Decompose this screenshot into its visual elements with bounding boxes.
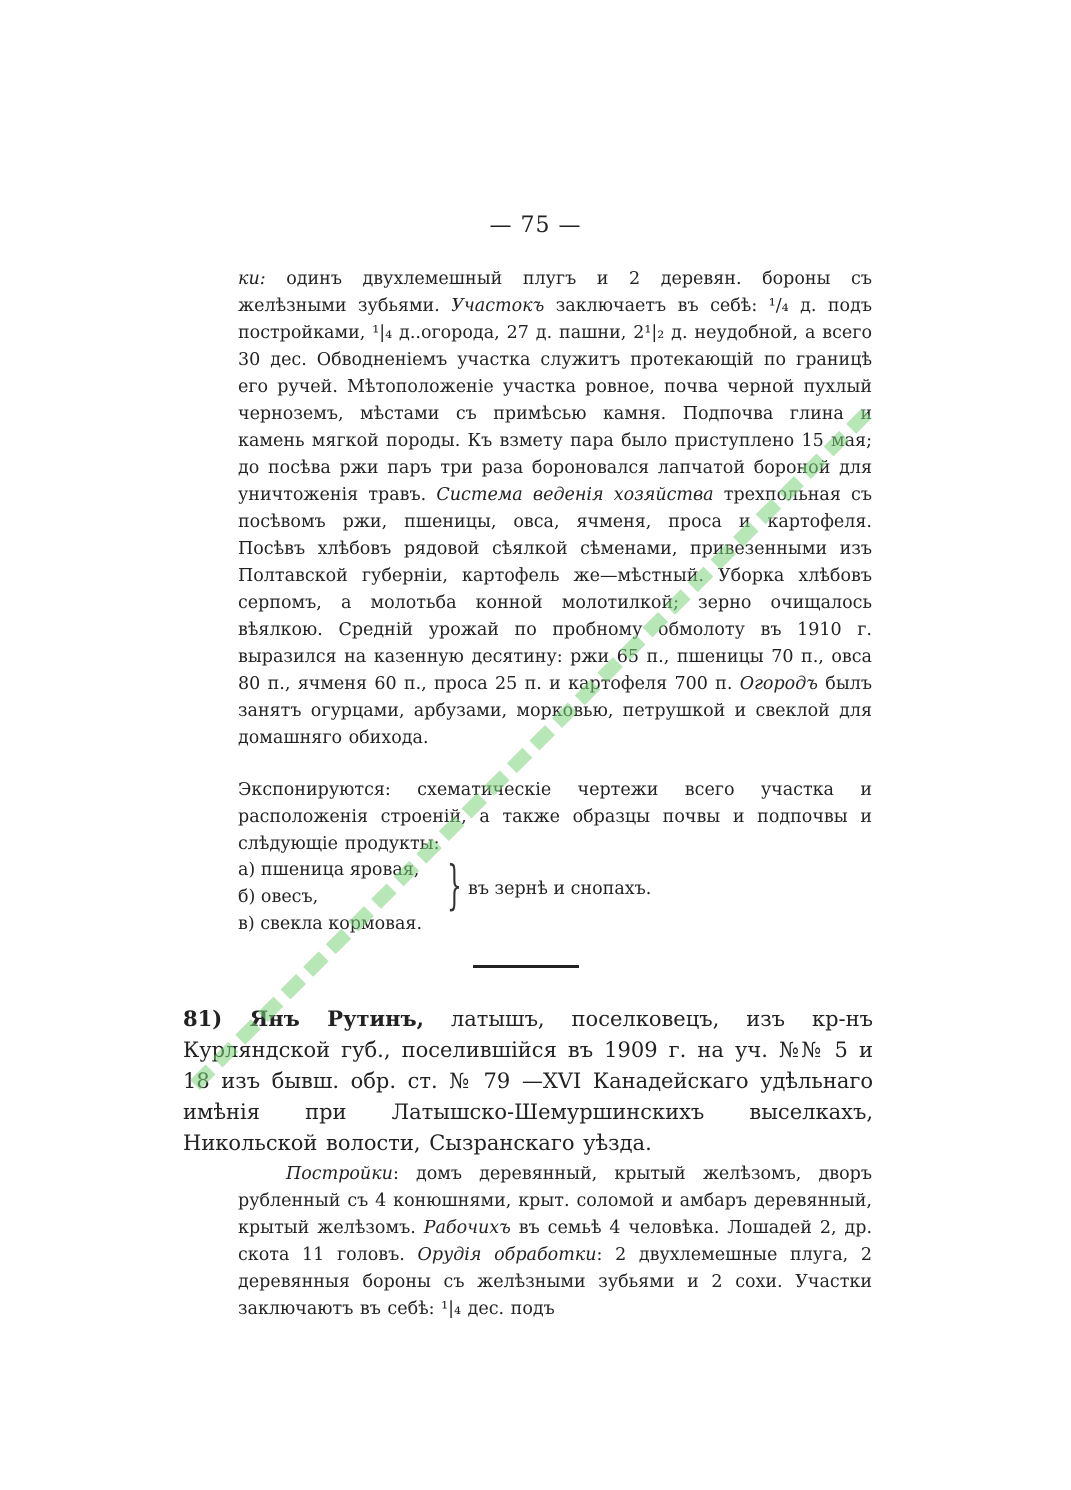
list-item: б) овесъ,	[238, 887, 319, 907]
para3-text-3: : 2 двухлемешные плуга, 2 деревянныя бороны съ желѣзными зубьями и 2 сохи. Участки заключаютъ въ себѣ: ¹|₄ дес. подъ	[238, 1245, 872, 1319]
curly-brace-icon: }	[447, 856, 462, 916]
list-item: в) свекла кормовая.	[238, 914, 423, 934]
italic-lead: ки:	[238, 269, 266, 289]
section-divider	[473, 965, 579, 968]
para1-text-4: былъ занятъ огурцами, арбузами, морковью, петрушкой и свеклой для домашняго обихода.	[238, 674, 873, 748]
italic-term-orudiya: Орудія обработки	[417, 1245, 597, 1265]
entry-heading-text: латышъ, поселковецъ, изъ кр-нъ Курляндской губ., поселившійся въ 1909 г. на уч. №№ 5 и 18 изъ бывш. обр. ст. № 79 —XVI Канадейскаго удѣльнаго имѣнія при Латышско-Шемуршинскихъ выселкахъ, Никольской волости, Сызранскаго уѣзда.	[183, 1007, 873, 1155]
para3-text-2: въ семьѣ 4 человѣка. Лошадей 2, др. скота 11 головъ.	[238, 1218, 873, 1265]
para1-text-3: трехпольная съ посѣвомъ ржи, пшеницы, овса, ячменя, проса и картофеля. Посѣвъ хлѣбовъ рядовой сѣялкой сѣменами, привезенными изъ Полтавской губерніи, картофель же—мѣстный. Уборка хлѣбовъ серпомъ, а молотьба конной молотилкой; зерно очищалось вѣялкою. Средній урожай по пробному обмолоту въ 1910 г. выразился на казенную десятину: ржи 65 п., пшеницы 70 п., овса 80 п., ячменя 60 п., проса 25 п. и картофеля 700 п.	[238, 485, 872, 694]
list-item: а) пшеница яровая,	[238, 860, 420, 880]
para1-text-1: одинъ двухлемешный плугъ и 2 деревян. бороны съ желѣзными зубьями.	[238, 269, 872, 316]
italic-term-postroiki: Постройки	[286, 1164, 393, 1184]
para3-text-1: : домъ деревянный, крытый желѣзомъ, дворъ рубленный съ 4 конюшнями, крыт. соломой и амбаръ деревянный, крытый желѣзомъ.	[238, 1164, 872, 1238]
italic-term-sistema: Система веденія хозяйства	[436, 485, 714, 505]
para1-text-2: заключаетъ въ себѣ: ¹/₄ д. подъ постройками, ¹|₄ д..огорода, 27 д. пашни, 2¹|₂ д. неудобной, а всего 30 дес. Обводненіемъ участка служитъ протекающій по границѣ его ручей. Мѣтоположеніе участка ровное, почва черной пухлый черноземъ, мѣстами съ примѣсью камня. Подпочва глина и камень мягкой породы. Къ взмету пара было приступлено 15 мая; до посѣва ржи паръ три раза бороновался лапчатой бороной для уничтоженія травъ.	[238, 296, 872, 505]
brace-label: въ зернѣ и снопахъ.	[468, 879, 652, 899]
exhibits-text: Экспонируются: схематическіе чертежи всего участка и расположенія строеній, а также образцы почвы и подпочвы и слѣдующіе продукты:	[238, 780, 872, 854]
paragraph-farm-description	[238, 266, 872, 752]
paragraph-buildings	[238, 1161, 872, 1323]
page-number: — 75 —	[489, 213, 582, 238]
entry-heading	[183, 1003, 873, 1159]
products-list	[238, 857, 422, 938]
italic-term-rabochikh: Рабочихъ	[423, 1218, 511, 1238]
paragraph-exhibits	[238, 777, 872, 858]
italic-term-uchastok: Участокъ	[451, 296, 545, 316]
entry-number-name: 81) Янъ Рутинъ,	[183, 1006, 424, 1031]
italic-term-ogorod: Огородъ	[739, 674, 818, 694]
